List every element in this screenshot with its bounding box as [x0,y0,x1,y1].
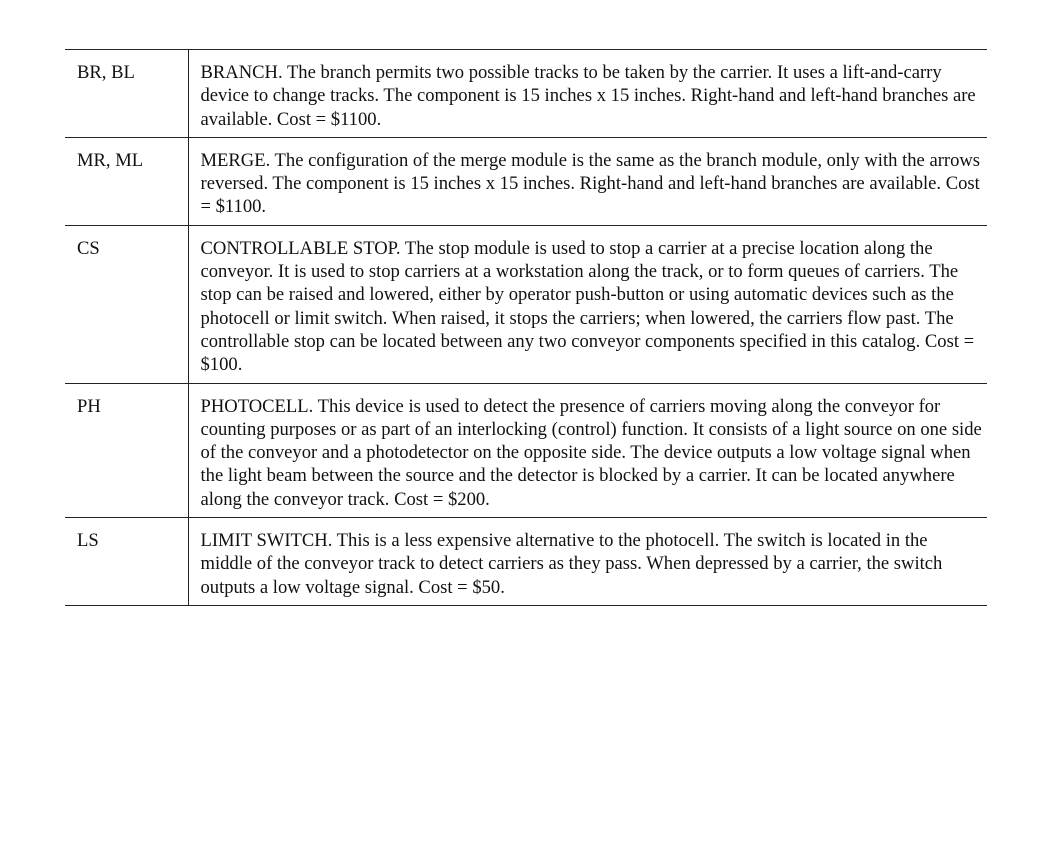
table-row [65,383,987,517]
table-row [65,225,987,383]
table-row [65,518,987,606]
component-code: PH [65,383,188,517]
component-code: BR, BL [65,50,188,138]
table-row [65,137,987,225]
component-code: CS [65,225,188,383]
component-code: MR, ML [65,137,188,225]
component-description: BRANCH. The branch permits two possible tracks to be taken by the carrier. It uses a lift-and-carry device to change tracks. The component is 15 inches x 15 inches. Right-hand and left-hand branches are available. Cost = $1100. [188,50,987,138]
component-description: MERGE. The configuration of the merge module is the same as the branch module, only with the arrows reversed. The component is 15 inches x 15 inches. Right-hand and left-hand branches are available. Cost = $1100. [188,137,987,225]
component-description: LIMIT SWITCH. This is a less expensive alternative to the photocell. The switch is located in the middle of the conveyor track to detect carriers as they pass. When depressed by a carrier, the switch outputs a low voltage signal. Cost = $50. [188,518,987,606]
component-description: PHOTOCELL. This device is used to detect the presence of carriers moving along the conveyor for counting purposes or as part of an interlocking (control) function. It consists of a light source on one side of the conveyor and a photodetector on the opposite side. The device outputs a low voltage signal when the light beam between the source and the detector is blocked by a carrier. It can be located anywhere along the conveyor track. Cost = $200. [188,383,987,517]
component-code: LS [65,518,188,606]
component-description: CONTROLLABLE STOP. The stop module is used to stop a carrier at a precise location along the conveyor. It is used to stop carriers at a workstation along the track, or to form queues of carriers. The stop can be raised and lowered, either by operator push-button or using automatic devices such as the photocell or limit switch. When raised, it stops the carriers; when lowered, the carriers flow past. The controllable stop can be located between any two conveyor components specified in this catalog. Cost = $100. [188,225,987,383]
component-catalog-table [65,49,987,606]
table-row [65,50,987,138]
